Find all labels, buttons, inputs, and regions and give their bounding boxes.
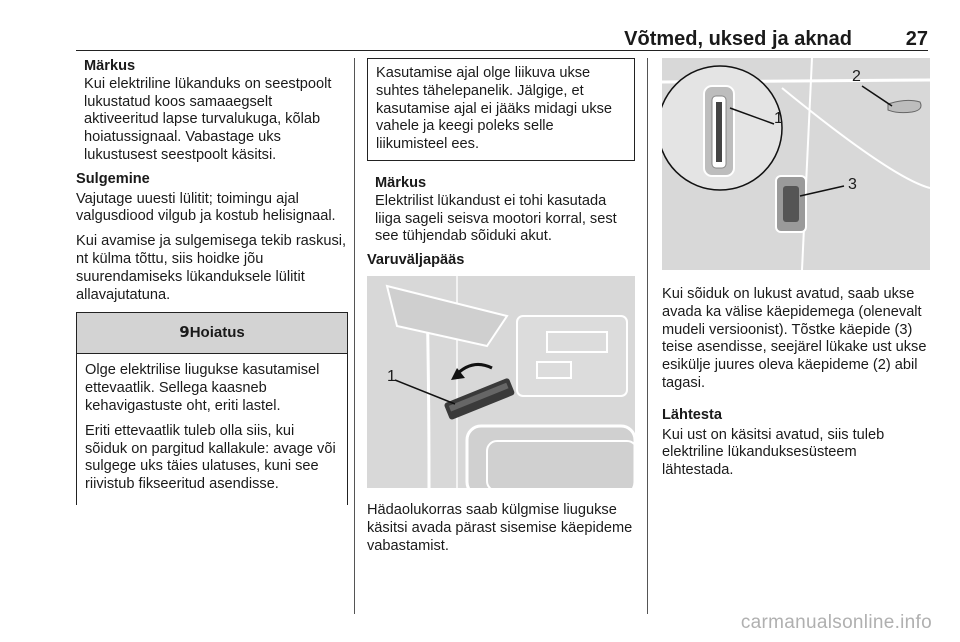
page-title: Võtmed, uksed ja aknad	[624, 28, 852, 50]
emergency-text: Hädaolukorras saab külgmise liugukse käsitsi avada pärast sisemise käepideme vabastamist.	[367, 501, 633, 554]
column-divider-2	[647, 58, 648, 614]
note-block-2	[367, 175, 635, 246]
warning-box	[76, 312, 348, 505]
caution-box	[367, 58, 635, 161]
reset-text: Kui ust on käsitsi avatud, siis tuleb elektriline lükanduksesüsteem lähtestada.	[662, 426, 885, 479]
exterior-handle-illustration	[662, 58, 930, 270]
closing-text: Vajutage uuesti lülitit; toimingu ajal valgusdiood vilgub ja kostub helisignaal.	[76, 190, 336, 225]
illustration-label-3: 3	[848, 176, 857, 193]
caution-text: Kasutamise ajal olge liikuva ukse suhtes tähelepanelik. Jälgige, et kasutamise ajal ei jääks midagi ukse vahele ja keegi poleks selle liikumisteel ees.	[376, 65, 613, 153]
warning-body	[77, 354, 347, 505]
difficulty-text: Kui avamise ja sulgemisega tekib raskusi, nt külma tõttu, siis hoidke jõu suurendamiseks lükanduksele lülitit allavajutatuna.	[76, 233, 347, 303]
note-block	[76, 58, 348, 165]
column-divider-1	[354, 58, 355, 614]
exterior-handle-drawing	[662, 58, 930, 270]
illustration-label-2: 2	[852, 68, 861, 85]
watermark: carmanualsonline.info	[740, 612, 932, 633]
page-header	[76, 28, 928, 51]
column-2	[367, 58, 635, 562]
warning-paragraph-2: Eriti ettevaatlik tuleb olla siis, kui sõiduk on pargitud kallakule: avage või sulgege uks täies ulatuses, kuni see riivistub fikseeritud asendisse.	[85, 422, 336, 493]
illustration-label-1: 1	[774, 110, 783, 127]
warning-title: Hoiatus	[189, 324, 245, 342]
column-1	[76, 58, 348, 505]
illustration-label-1: 1	[387, 367, 396, 385]
column-3	[662, 58, 930, 487]
note-text-2: Elektrilist lükandust ei tohi kasutada liiga sageli seisva mootori korral, sest see tühjendab sõiduki akut.	[375, 192, 617, 245]
emergency-handle-illustration	[367, 276, 635, 488]
closing-heading: Sulgemine	[76, 170, 150, 187]
warning-symbol-icon: 9	[179, 323, 190, 342]
reset-heading: Lähtesta	[662, 406, 723, 423]
warning-header	[77, 312, 347, 354]
emergency-exit-heading: Varuväljapääs	[367, 252, 465, 269]
note-title-2: Märkus	[375, 174, 427, 191]
warning-paragraph-1: Olge elektrilise liugukse kasutamisel ettevaatlik. Sellega kaasneb kehavigastuste oht, eriti lastel.	[85, 362, 320, 414]
note-text: Kui elektriline lükanduks on seestpoolt lukustatud koos samaaegselt aktiveeritud lapse turvalukuga, kõlab hoiatussignaal. Vabastage uks lukustusest seestpoolt käsitsi.	[84, 75, 332, 163]
exterior-handle-text: Kui sõiduk on lukust avatud, saab ukse avada ka välise käepidemega (olenevalt mudeli versioonist). Tõstke käepide (3) teise asendisse, seejärel lükake ust ukse esikülje juures oleva käepideme (2) abil tagasi.	[662, 286, 927, 391]
page-number: 27	[905, 28, 928, 50]
note-title: Märkus	[84, 58, 136, 74]
emergency-handle-drawing	[367, 276, 635, 488]
